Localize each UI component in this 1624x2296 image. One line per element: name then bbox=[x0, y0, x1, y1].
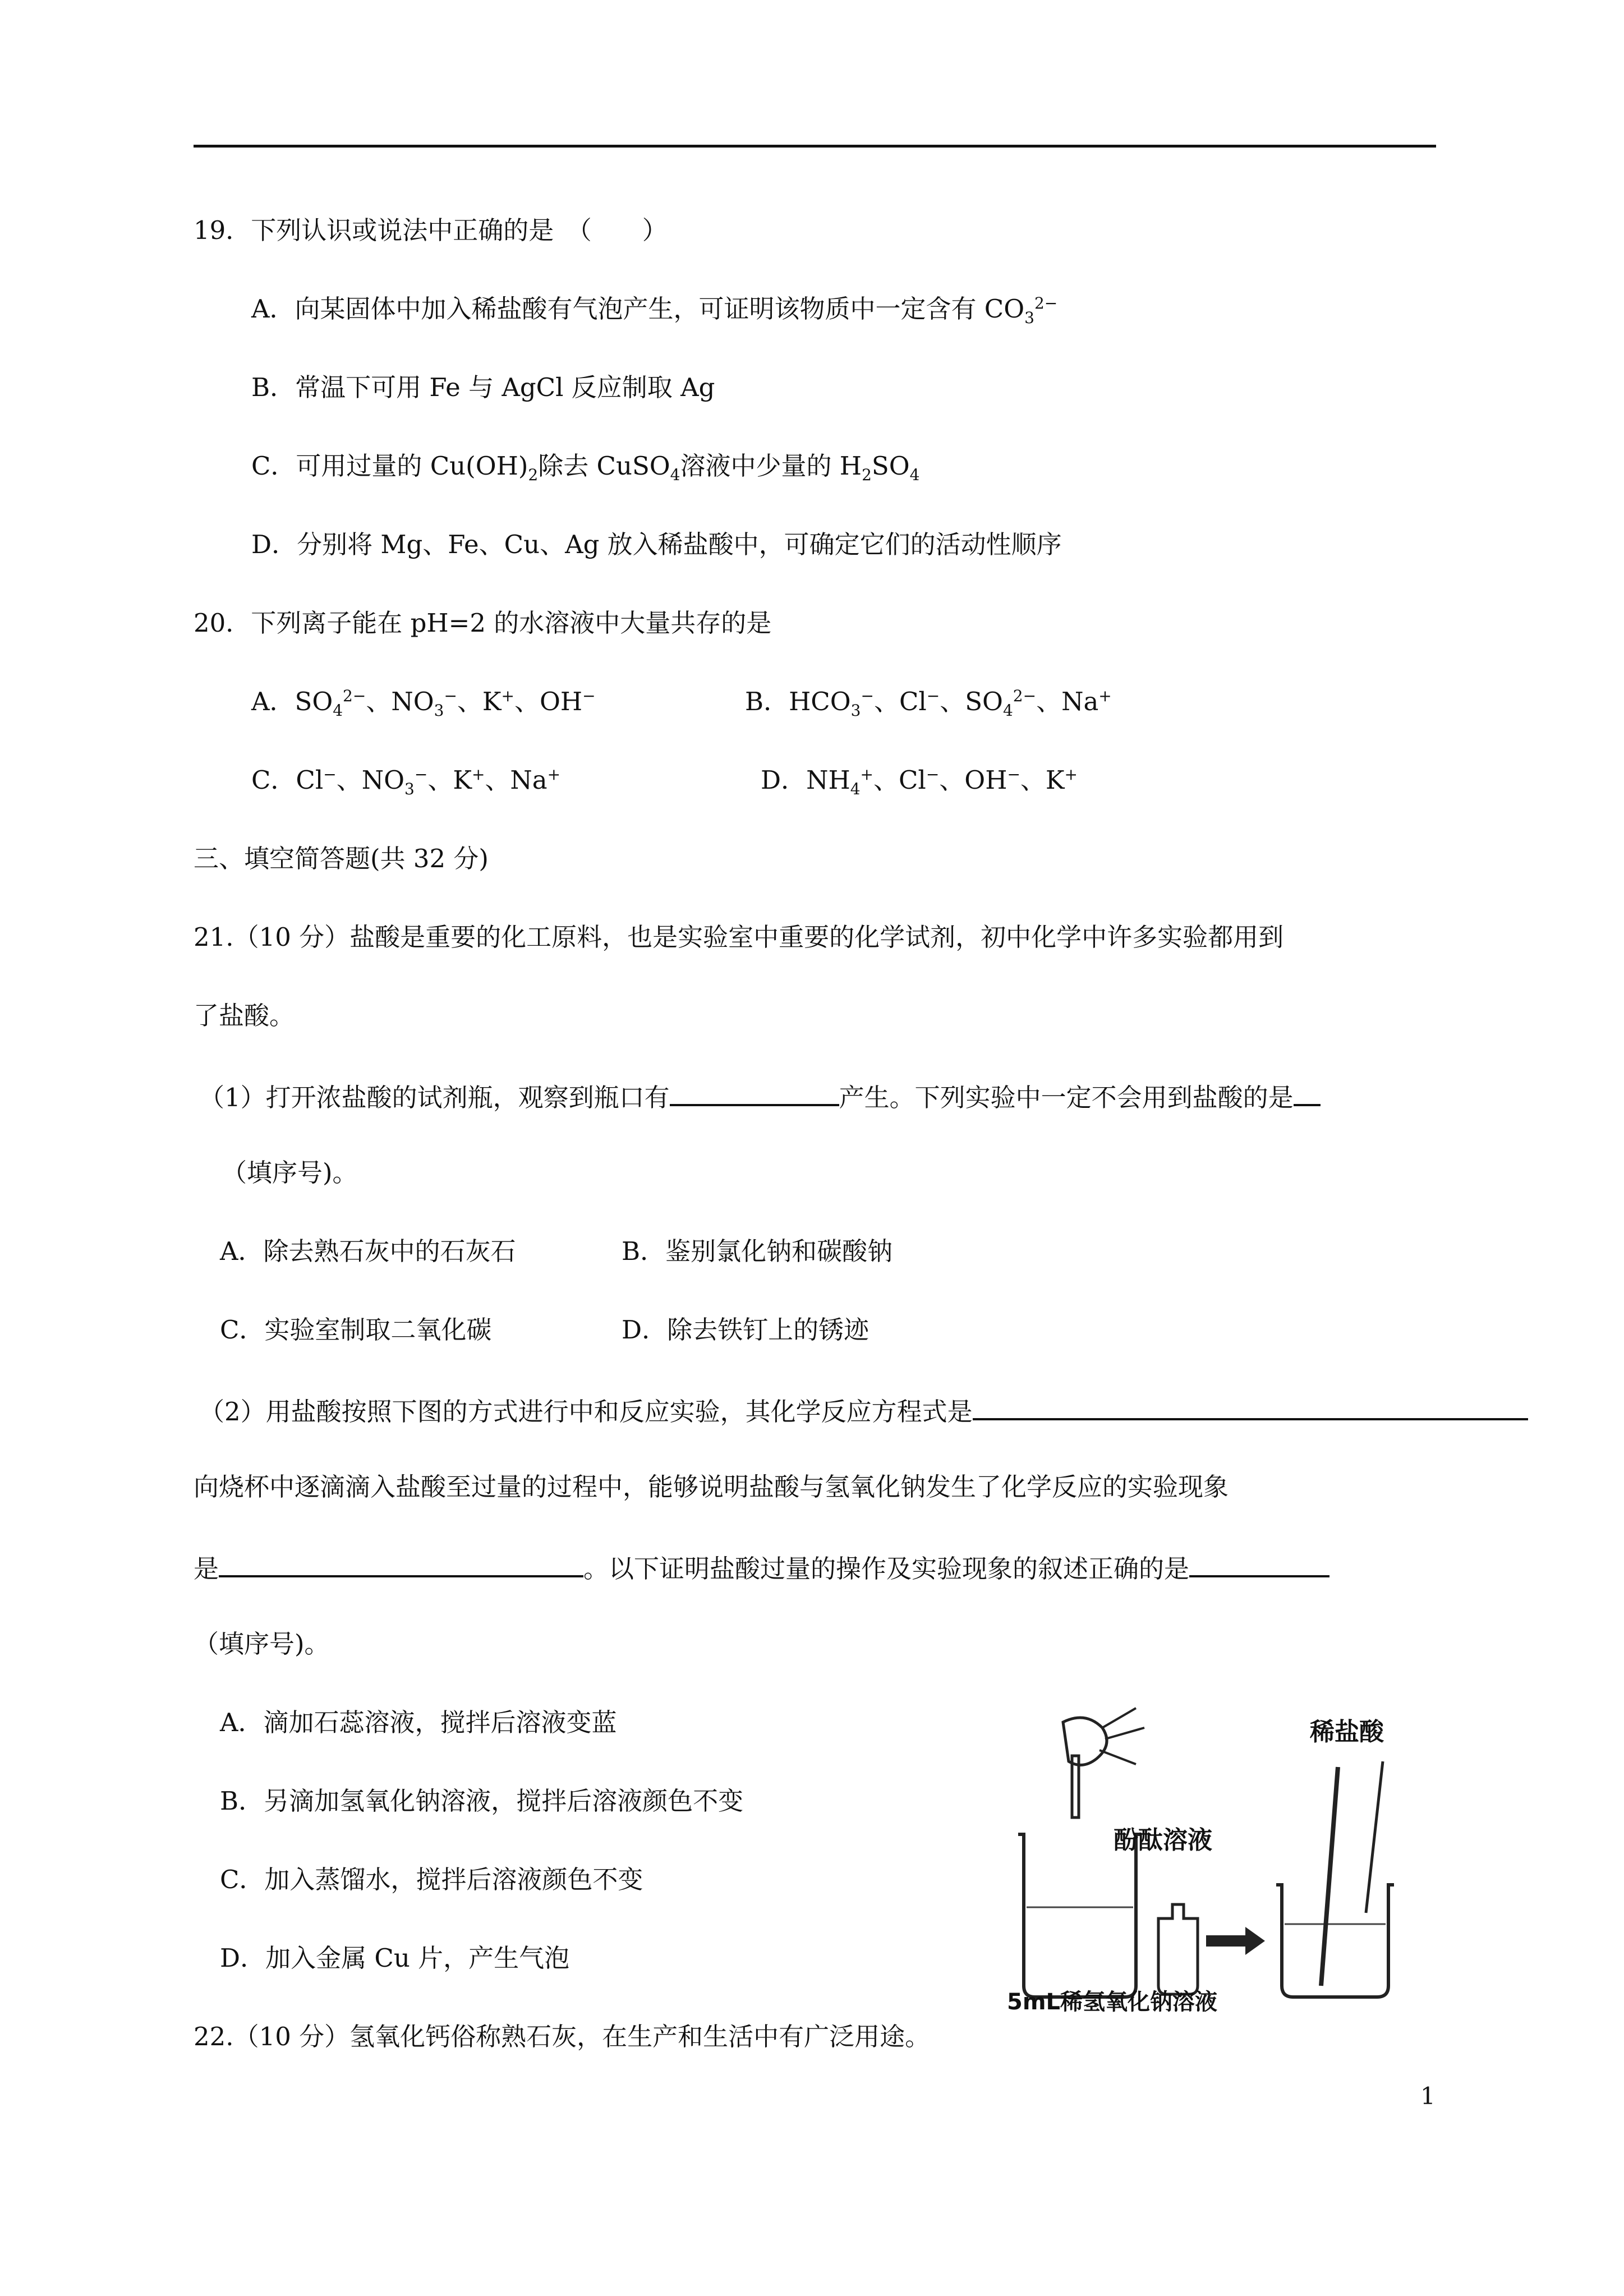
q21-part2-line2: 向烧杯中逐滴滴入盐酸至过量的过程中，能够说明盐酸与氢氧化钠发生了化学反应的实验现象 bbox=[194, 1472, 1229, 1502]
q20-stem: 20．下列离子能在 pH=2 的水溶液中大量共存的是 bbox=[194, 608, 772, 638]
q21-part2-line4: （填序号)。 bbox=[194, 1629, 330, 1659]
q21-part2-option-b: B．另滴加氢氧化钠溶液，搅拌后溶液颜色不变 bbox=[220, 1786, 744, 1816]
header-rule bbox=[194, 145, 1436, 148]
arrow-icon bbox=[1206, 1927, 1265, 1955]
q21-part1-option-b: B．鉴别氯化钠和碳酸钠 bbox=[622, 1236, 893, 1266]
q20-option-c: C．Cl−、$NO_3^-$、K+、Na+ bbox=[251, 765, 561, 798]
q21-part2-option-d: D．加入金属 Cu 片，产生气泡 bbox=[220, 1943, 570, 1973]
q19-option-a: A．向某固体中加入稀盐酸有气泡产生，可证明该物质中一定含有 $CO_3^{2-}$ bbox=[251, 294, 1058, 327]
q19-option-c: C．可用过量的 $Cu(OH)_2$除去 CuSO$_4$溶液中少量的 $H_2SO_4$ bbox=[251, 451, 920, 484]
label-naoh-solution: 5mL稀氢氧化钠溶液 bbox=[1007, 1989, 1217, 2014]
q21-stem-line1: 21.（10 分）盐酸是重要的化工原料，也是实验室中重要的化学试剂，初中化学中许多实验都用到 bbox=[194, 922, 1284, 952]
q20-option-b: B．$HCO_3^-$、Cl−、$SO_4^{2-}$、Na+ bbox=[745, 687, 1112, 720]
q21-part2-option-a: A．滴加石蕊溶液，搅拌后溶液变蓝 bbox=[220, 1708, 617, 1737]
q21-part1-option-a: A．除去熟石灰中的石灰石 bbox=[220, 1236, 516, 1266]
q21-part1-line1: （1）打开浓盐酸的试剂瓶，观察到瓶口有 产生。下列实验中一定不会用到盐酸的是 bbox=[199, 1082, 1321, 1110]
q21-part1-option-d: D．除去铁钉上的锈迹 bbox=[622, 1315, 869, 1345]
answer-blank[interactable] bbox=[1189, 1553, 1329, 1577]
label-phenolphthalein: 酚酞溶液 bbox=[1114, 1826, 1212, 1855]
answer-blank[interactable] bbox=[973, 1396, 1528, 1420]
answer-blank[interactable] bbox=[1294, 1082, 1321, 1106]
neutralization-experiment-figure bbox=[996, 1700, 1411, 2014]
q19-stem: 19．下列认识或说法中正确的是 （ ） bbox=[194, 215, 668, 245]
beaker-left-icon bbox=[1018, 1834, 1142, 1997]
q22-stem: 22.（10 分）氢氧化钙俗称熟石灰，在生产和生活中有广泛用途。 bbox=[194, 2022, 931, 2051]
glass-rod-icon bbox=[1321, 1767, 1338, 1986]
q21-part2-line3: 是 。以下证明盐酸过量的操作及实验现象的叙述正确的是 bbox=[194, 1553, 1329, 1581]
q21-part1-line2: （填序号)。 bbox=[222, 1158, 358, 1188]
q21-part2-line1: （2）用盐酸按照下图的方式进行中和反应实验，其化学反应方程式是 bbox=[199, 1396, 1528, 1424]
q21-part1-option-c: C．实验室制取二氧化碳 bbox=[220, 1315, 492, 1345]
answer-blank[interactable] bbox=[219, 1553, 583, 1577]
beaker-right-icon bbox=[1276, 1885, 1394, 1997]
answer-blank[interactable] bbox=[670, 1082, 839, 1106]
hand-icon bbox=[1063, 1718, 1107, 1765]
q19-option-d: D．分别将 Mg、Fe、Cu、Ag 放入稀盐酸中，可确定它们的活动性顺序 bbox=[251, 530, 1062, 559]
label-dilute-hcl: 稀盐酸 bbox=[1310, 1718, 1384, 1746]
section-3-heading: 三、填空简答题(共 32 分) bbox=[194, 844, 489, 873]
dropper-right-icon bbox=[1366, 1761, 1383, 1913]
indicator-bottle-icon bbox=[1158, 1904, 1198, 1994]
q21-part2-option-c: C．加入蒸馏水，搅拌后溶液颜色不变 bbox=[220, 1865, 643, 1894]
page-number: 1 bbox=[1420, 2082, 1436, 2110]
q21-stem-line2: 了盐酸。 bbox=[194, 1001, 295, 1030]
q20-option-d: D．$NH_4^+$、Cl−、OH−、K+ bbox=[761, 765, 1078, 798]
q19-option-b: B．常温下可用 Fe 与 AgCl 反应制取 Ag bbox=[251, 372, 715, 402]
q20-option-a: A．$SO_4^{2-}$、$NO_3^-$、K+、OH− bbox=[251, 687, 596, 720]
